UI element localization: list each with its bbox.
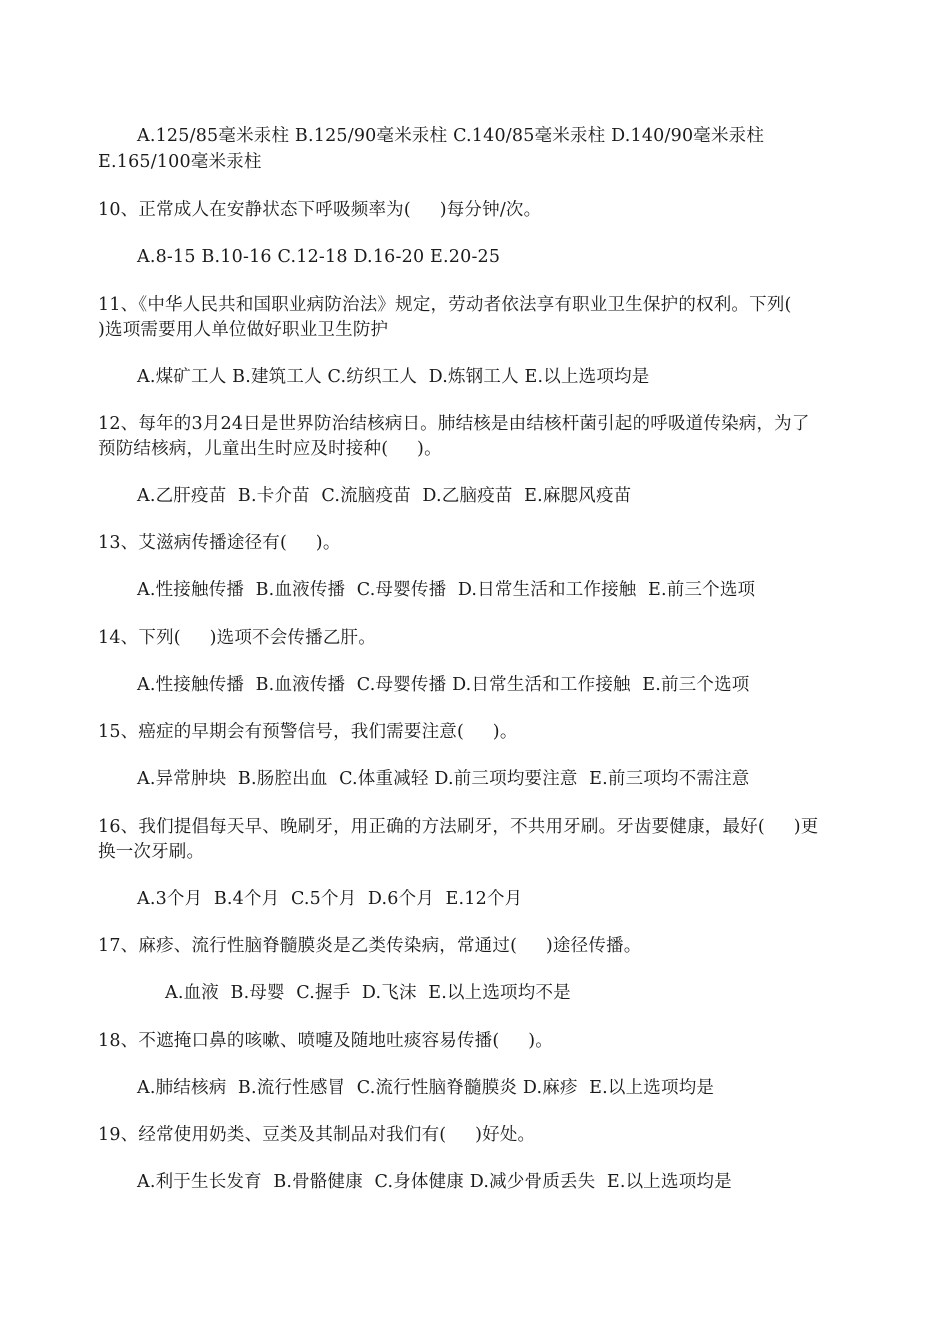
- question-14: 14、下列( )选项不会传播乙肝。: [98, 628, 376, 648]
- q9-options-line1: A.125/85毫米汞柱 B.125/90毫米汞柱 C.140/85毫米汞柱 D.140/90毫米汞柱: [137, 126, 765, 146]
- q18-options: A.肺结核病 B.流行性感冒 C.流行性脑脊髓膜炎 D.麻疹 E.以上选项均是: [137, 1078, 715, 1098]
- question-16-line1: 16、我们提倡每天早、晚刷牙，用正确的方法刷牙，不共用牙刷。牙齿要健康，最好( )更: [98, 817, 819, 837]
- q9-options-line2: E.165/100毫米汞柱: [98, 152, 262, 172]
- question-16-line2: 换一次牙刷。: [98, 842, 205, 862]
- question-10: 10、正常成人在安静状态下呼吸频率为( )每分钟/次。: [98, 200, 542, 220]
- question-12-line2: 预防结核病，儿童出生时应及时接种( )。: [98, 439, 442, 459]
- question-18: 18、不遮掩口鼻的咳嗽、喷嚏及随地吐痰容易传播( )。: [98, 1031, 553, 1051]
- question-13: 13、艾滋病传播途径有( )。: [98, 533, 341, 553]
- question-11-line2: )选项需要用人单位做好职业卫生防护: [98, 320, 389, 340]
- q14-options: A.性接触传播 B.血液传播 C.母婴传播 D.日常生活和工作接触 E.前三个选项: [137, 675, 750, 695]
- q19-options: A.利于生长发育 B.骨骼健康 C.身体健康 D.减少骨质丢失 E.以上选项均是: [137, 1172, 732, 1192]
- q12-options: A.乙肝疫苗 B.卡介苗 C.流脑疫苗 D.乙脑疫苗 E.麻腮风疫苗: [137, 486, 632, 506]
- q10-options: A.8-15 B.10-16 C.12-18 D.16-20 E.20-25: [137, 247, 501, 267]
- q16-options: A.3个月 B.4个月 C.5个月 D.6个月 E.12个月: [137, 889, 523, 909]
- q11-options: A.煤矿工人 B.建筑工人 C.纺织工人 D.炼钢工人 E.以上选项均是: [137, 367, 650, 387]
- question-17: 17、麻疹、流行性脑脊髓膜炎是乙类传染病，常通过( )途径传播。: [98, 936, 642, 956]
- question-11-line1: 11、《中华人民共和国职业病防治法》规定，劳动者依法享有职业卫生保护的权利。下列(: [98, 295, 792, 315]
- question-15: 15、癌症的早期会有预警信号，我们需要注意( )。: [98, 722, 518, 742]
- q15-options: A.异常肿块 B.肠腔出血 C.体重减轻 D.前三项均要注意 E.前三项均不需注意: [137, 769, 750, 789]
- q13-options: A.性接触传播 B.血液传播 C.母婴传播 D.日常生活和工作接触 E.前三个选项: [137, 580, 756, 600]
- q17-options: A.血液 B.母婴 C.握手 D.飞沫 E.以上选项均不是: [165, 983, 571, 1003]
- question-19: 19、经常使用奶类、豆类及其制品对我们有( )好处。: [98, 1125, 536, 1145]
- question-12-line1: 12、每年的3月24日是世界防治结核病日。肺结核是由结核杆菌引起的呼吸道传染病，为了: [98, 414, 810, 434]
